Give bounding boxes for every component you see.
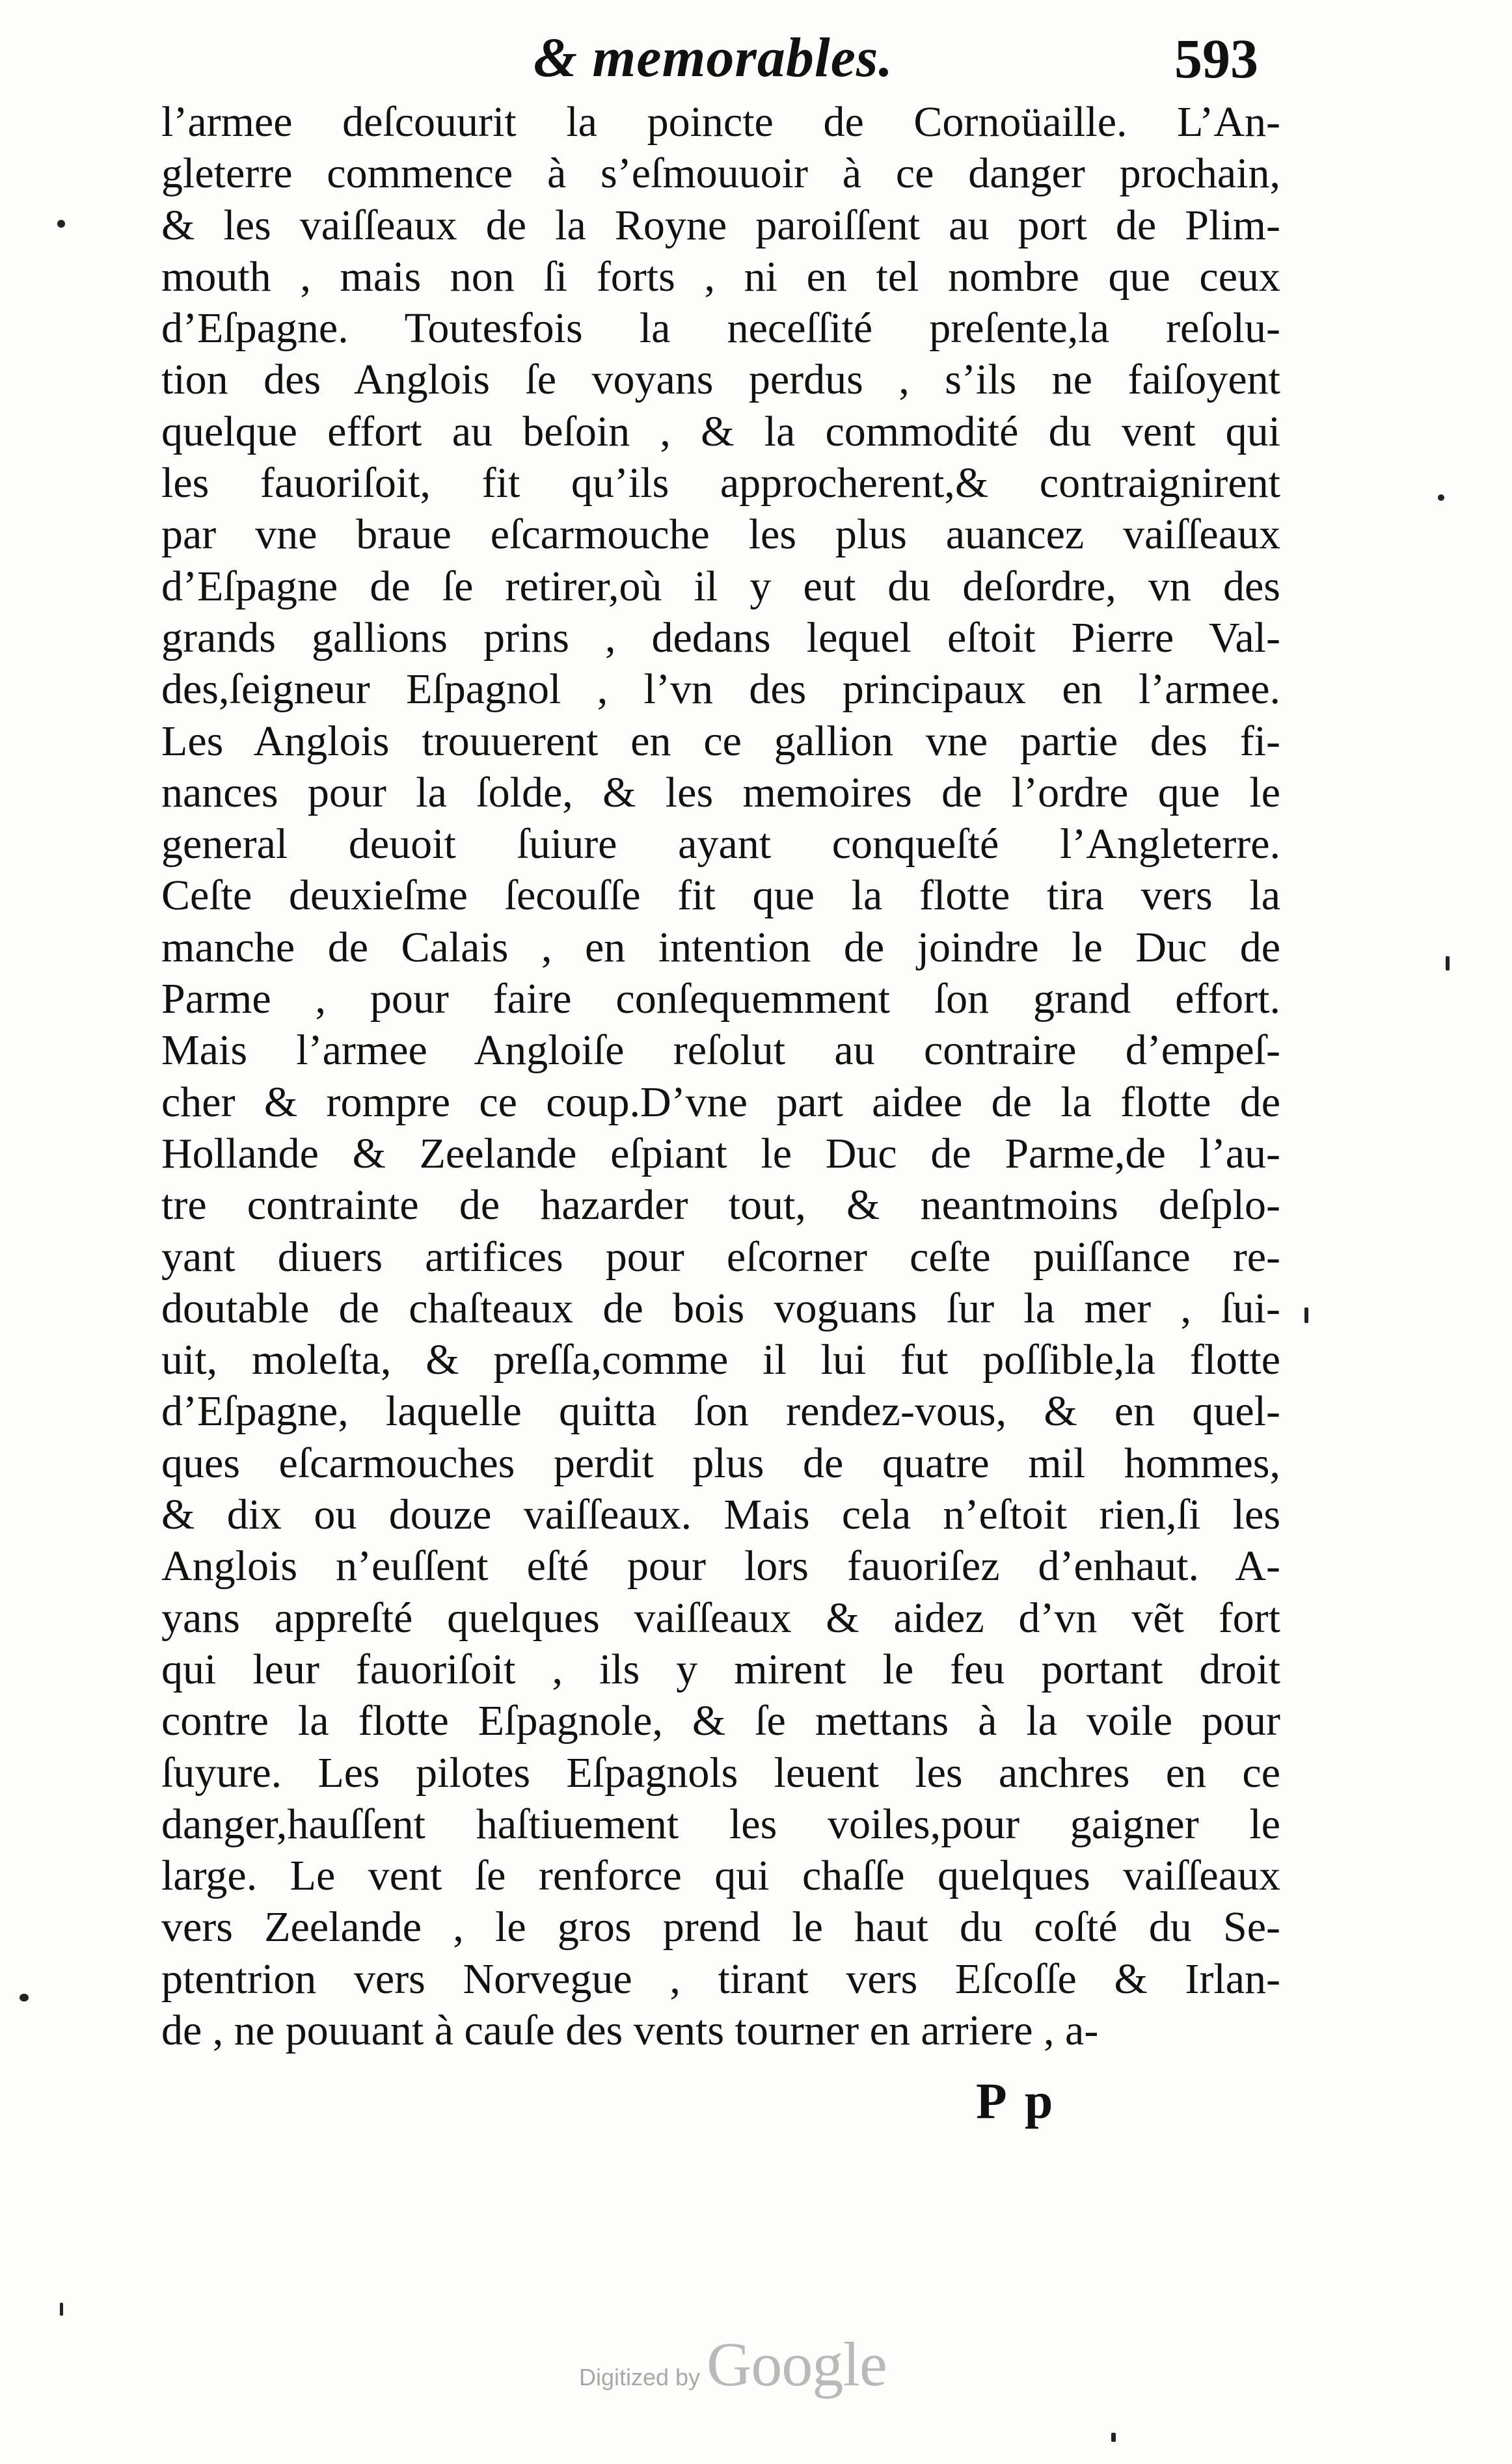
text-line: ques eſcarmouches perdit plus de quatre mil hommes, bbox=[161, 1439, 1280, 1487]
text-line: quelque effort au beſoin , & la commodité du vent qui bbox=[161, 407, 1280, 455]
text-line: les fauoriſoit, fit qu’ils approcherent,& contraignirent bbox=[161, 459, 1280, 507]
text-line: de , ne pouuant à cauſe des vents tourner en arriere , a- bbox=[161, 2006, 1099, 2054]
text-line: tre contrainte de hazarder tout, & neantmoins deſplo- bbox=[161, 1181, 1280, 1229]
scan-speck bbox=[1446, 956, 1450, 971]
text-line: contre la flotte Eſpagnole, & ſe mettans à la voile pour bbox=[161, 1697, 1280, 1745]
scan-speck bbox=[1304, 1307, 1308, 1323]
google-logo-text: Google bbox=[707, 2329, 887, 2399]
text-line: & dix ou douze vaiſſeaux. Mais cela n’eſtoit rien,ſi les bbox=[161, 1491, 1280, 1539]
text-line: Hollande & Zeelande eſpiant le Duc de Parme,de l’au- bbox=[161, 1129, 1280, 1177]
scan-speck bbox=[1438, 494, 1444, 501]
text-line: Anglois n’euſſent eſté pour lors fauoriſez d’enhaut. A- bbox=[161, 1542, 1280, 1590]
text-line: d’Eſpagne. Toutesfois la neceſſité preſente,la reſolu- bbox=[161, 304, 1280, 353]
text-line: qui leur fauoriſoit , ils y mirent le feu portant droit bbox=[161, 1645, 1280, 1693]
scan-speck bbox=[60, 2303, 63, 2316]
text-line: gleterre commence à s’eſmouuoir à ce danger prochain, bbox=[161, 150, 1280, 198]
text-line: tion des Anglois ſe voyans perdus , s’ils ne faiſoyent bbox=[161, 356, 1280, 404]
text-line: general deuoit ſuiure ayant conqueſté l’Angleterre. bbox=[161, 820, 1280, 868]
text-line: cher & rompre ce coup.D’vne part aidee de la flotte de bbox=[161, 1078, 1280, 1126]
body-text bbox=[161, 96, 1280, 2056]
text-line: d’Eſpagne, laquelle quitta ſon rendez-vous, & en quel- bbox=[161, 1387, 1280, 1436]
digitized-label: Digitized by bbox=[579, 2364, 701, 2390]
text-line: Parme , pour faire conſequemment ſon grand effort. bbox=[161, 975, 1280, 1023]
text-line: & les vaiſſeaux de la Royne paroiſſent au port de Plim- bbox=[161, 201, 1280, 249]
text-line: d’Eſpagne de ſe retirer,où il y eut du deſordre, vn des bbox=[161, 562, 1280, 610]
scan-speck bbox=[20, 1994, 29, 2002]
text-line: par vne braue eſcarmouche les plus auancez vaiſſeaux bbox=[161, 511, 1280, 559]
text-line: yans appreſté quelques vaiſſeaux & aidez d’vn vẽt fort bbox=[161, 1594, 1280, 1642]
text-line: manche de Calais , en intention de joindre le Duc de bbox=[161, 923, 1280, 971]
text-line: des,ſeigneur Eſpagnol , l’vn des principaux en l’armee. bbox=[161, 665, 1280, 714]
text-line: doutable de chaſteaux de bois voguans ſur la mer , ſui- bbox=[161, 1284, 1280, 1332]
scan-speck bbox=[1111, 2433, 1116, 2442]
text-line: grands gallions prins , dedans lequel eſtoit Pierre Val- bbox=[161, 613, 1280, 662]
scan-speck bbox=[57, 220, 65, 228]
text-line: Mais l’armee Angloiſe reſolut au contraire d’empeſ- bbox=[161, 1026, 1280, 1075]
digitized-by-google-watermark bbox=[579, 2329, 943, 2400]
text-line: ſuyure. Les pilotes Eſpagnols leuent les anchres en ce bbox=[161, 1748, 1280, 1797]
text-line: danger,hauſſent haſtiuement les voiles,pour gaigner le bbox=[161, 1800, 1280, 1848]
text-line: Ceſte deuxieſme ſecouſſe fit que la flotte tira vers la bbox=[161, 872, 1280, 920]
text-line: vers Zeelande , le gros prend le haut du coſté du Se- bbox=[161, 1903, 1280, 1951]
text-line: l’armee deſcouurit la poincte de Cornoüaille. L’An- bbox=[161, 98, 1280, 146]
text-line: ptentrion vers Norvegue , tirant vers Eſcoſſe & Irlan- bbox=[161, 1955, 1280, 2003]
text-line: uit, moleſta, & preſſa,comme il lui fut poſſible,la flotte bbox=[161, 1336, 1280, 1384]
signature-mark: P p bbox=[976, 2072, 1057, 2129]
running-title: & memorables. bbox=[533, 26, 893, 88]
text-line: Les Anglois trouuerent en ce gallion vne partie des fi- bbox=[161, 717, 1280, 765]
text-line: large. Le vent ſe renforce qui chaſſe quelques vaiſſeaux bbox=[161, 1852, 1280, 1900]
page-number: 593 bbox=[1174, 27, 1258, 90]
text-line: nances pour la ſolde, & les memoires de l’ordre que le bbox=[161, 768, 1280, 816]
text-line: mouth , mais non ſi forts , ni en tel nombre que ceux bbox=[161, 252, 1280, 301]
text-line: yant diuers artifices pour eſcorner ceſte puiſſance re- bbox=[161, 1233, 1280, 1281]
